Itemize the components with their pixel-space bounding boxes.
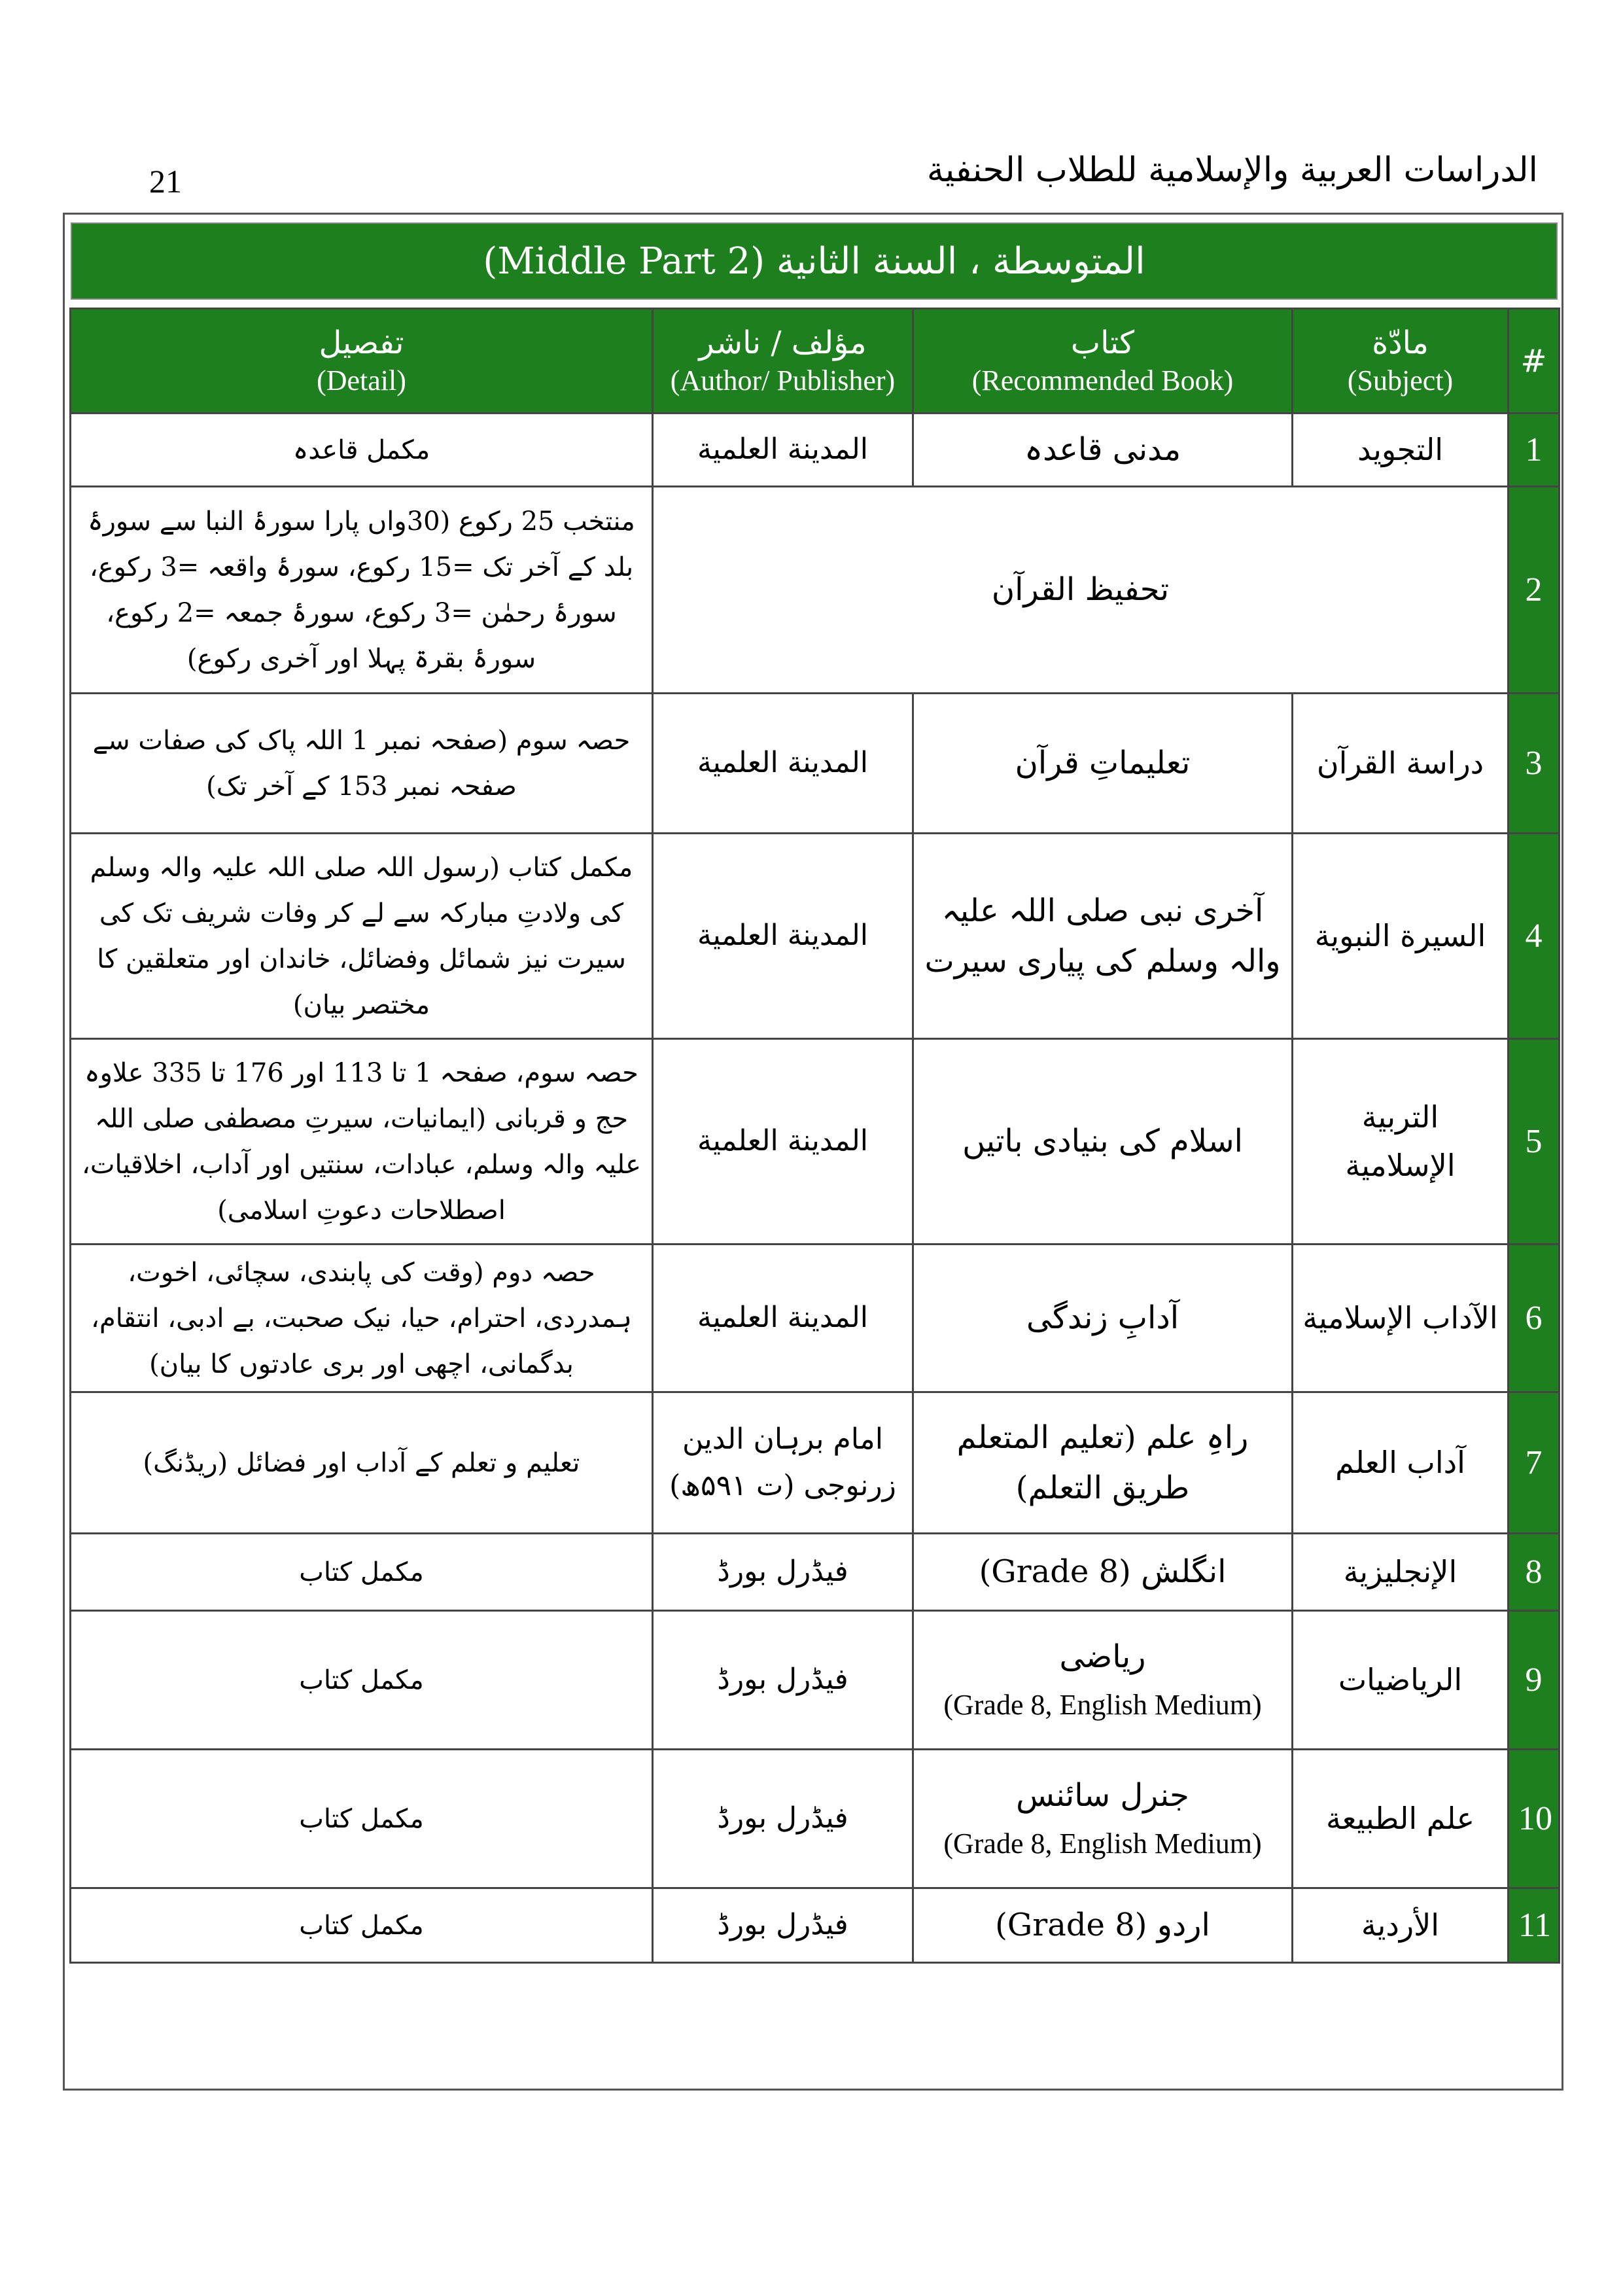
table-row bbox=[71, 1392, 1560, 1534]
book-cell: تعلیماتِ قرآن bbox=[913, 694, 1293, 834]
subject-cell: الآداب الإسلامية bbox=[1293, 1245, 1509, 1392]
book-cell: اسلام کی بنیادی باتیں bbox=[913, 1039, 1293, 1245]
row-number: 11 bbox=[1509, 1888, 1560, 1963]
header-author: مؤلف / ناشر (Author/ Publisher) bbox=[653, 309, 913, 414]
author-cell: امام برہان الدین زرنوجی (ت ۵۹۱ھ) bbox=[653, 1392, 913, 1534]
row-number: 10 bbox=[1509, 1750, 1560, 1888]
subject-cell: دراسة القرآن bbox=[1293, 694, 1509, 834]
row-number: 7 bbox=[1509, 1392, 1560, 1534]
book-cell: اردو (Grade 8) bbox=[913, 1888, 1293, 1963]
row-number: 8 bbox=[1509, 1534, 1560, 1611]
detail-cell: مکمل کتاب bbox=[71, 1750, 653, 1888]
book-cell: انگلش (Grade 8) bbox=[913, 1534, 1293, 1611]
author-cell: فیڈرل بورڈ bbox=[653, 1750, 913, 1888]
book-cell: مدنی قاعدہ bbox=[913, 414, 1293, 487]
book-cell: جنرل سائنس (Grade 8, English Medium) bbox=[913, 1750, 1293, 1888]
subject-cell: الرياضيات bbox=[1293, 1611, 1509, 1750]
subject-cell: التجويد bbox=[1293, 414, 1509, 487]
detail-cell: مکمل کتاب bbox=[71, 1534, 653, 1611]
header-number: # bbox=[1509, 309, 1560, 414]
header-detail: تفصيل (Detail) bbox=[71, 309, 653, 414]
author-cell: فیڈرل بورڈ bbox=[653, 1611, 913, 1750]
row-number: 6 bbox=[1509, 1245, 1560, 1392]
row-number: 1 bbox=[1509, 414, 1560, 487]
detail-cell: مکمل کتاب (رسول اللہ صلی اللہ علیہ والہ وسلم کی ولادتِ مبارکہ سے لے کر وفات شریف تک کی سیرت نیز شمائل وفضائل، خاندان اور متعلقین کا مختصر بیان) bbox=[71, 834, 653, 1039]
table-title: المتوسطة ، السنة الثانية (Middle Part 2) bbox=[71, 222, 1558, 300]
book-cell: آدابِ زندگی bbox=[913, 1245, 1293, 1392]
author-cell: المدينة العلمية bbox=[653, 694, 913, 834]
header-row bbox=[71, 309, 1560, 414]
detail-cell: تعلیم و تعلم کے آداب اور فضائل (ریڈنگ) bbox=[71, 1392, 653, 1534]
row-number: 2 bbox=[1509, 487, 1560, 694]
book-cell: تحفيظ القرآن bbox=[653, 487, 1509, 694]
table-row bbox=[71, 1750, 1560, 1888]
detail-cell: منتخب 25 رکوع (30واں پارا سورۂ النبا سے سورۂ بلد کے آخر تک =15 رکوع، سورۂ واقعہ =3 رکوع، سورۂ رحمٰن =3 رکوع، سورۂ جمعہ =2 رکوع، سورۂ بقرۃ پہلا اور آخری رکوع) bbox=[71, 487, 653, 694]
table-row bbox=[71, 1611, 1560, 1750]
table-row bbox=[71, 834, 1560, 1039]
book-cell: آخری نبی صلی اللہ علیہ والہ وسلم کی پیاری سیرت bbox=[913, 834, 1293, 1039]
book-cell: راہِ علم (تعليم المتعلم طريق التعلم) bbox=[913, 1392, 1293, 1534]
table-row bbox=[71, 694, 1560, 834]
table-row bbox=[71, 1039, 1560, 1245]
page-number: 21 bbox=[149, 163, 182, 200]
subject-cell: الإنجليزية bbox=[1293, 1534, 1509, 1611]
detail-cell: مکمل کتاب bbox=[71, 1888, 653, 1963]
header-book: كتاب (Recommended Book) bbox=[913, 309, 1293, 414]
table-row bbox=[71, 487, 1560, 694]
detail-cell: مکمل کتاب bbox=[71, 1611, 653, 1750]
author-cell: المدينة العلمية bbox=[653, 1245, 913, 1392]
subject-cell: الأردية bbox=[1293, 1888, 1509, 1963]
book-cell: ریاضی (Grade 8, English Medium) bbox=[913, 1611, 1293, 1750]
row-number: 5 bbox=[1509, 1039, 1560, 1245]
detail-cell: مکمل قاعدہ bbox=[71, 414, 653, 487]
subject-cell: آداب العلم bbox=[1293, 1392, 1509, 1534]
subject-cell: علم الطبيعة bbox=[1293, 1750, 1509, 1888]
subject-cell: السيرة النبوية bbox=[1293, 834, 1509, 1039]
row-number: 9 bbox=[1509, 1611, 1560, 1750]
author-cell: فیڈرل بورڈ bbox=[653, 1888, 913, 1963]
running-head: الدراسات العربية والإسلامية للطلاب الحنفية bbox=[926, 150, 1538, 190]
author-cell: فیڈرل بورڈ bbox=[653, 1534, 913, 1611]
table-row bbox=[71, 1534, 1560, 1611]
author-cell: المدينة العلمية bbox=[653, 414, 913, 487]
author-cell: المدينة العلمية bbox=[653, 1039, 913, 1245]
detail-cell: حصہ دوم (وقت کی پابندی، سچائی، اخوت، ہمدردی، احترام، حیا، نیک صحبت، بے ادبی، انتقام، بدگمانی، اچھی اور بری عادتوں کا بیان) bbox=[71, 1245, 653, 1392]
header-subject: مادّة (Subject) bbox=[1293, 309, 1509, 414]
table-row bbox=[71, 1245, 1560, 1392]
subject-cell: التربية الإسلامية bbox=[1293, 1039, 1509, 1245]
table-row bbox=[71, 414, 1560, 487]
author-cell: المدينة العلمية bbox=[653, 834, 913, 1039]
curriculum-table bbox=[69, 308, 1560, 1964]
row-number: 4 bbox=[1509, 834, 1560, 1039]
detail-cell: حصہ سوم، صفحہ 1 تا 113 اور 176 تا 335 علاوہ حج و قربانی (ایمانیات، سیرتِ مصطفی صلی اللہ علیہ والہ وسلم، عبادات، سنتیں اور آداب، اخلاقیات، اصطلاحات دعوتِ اسلامی) bbox=[71, 1039, 653, 1245]
table-row bbox=[71, 1888, 1560, 1963]
row-number: 3 bbox=[1509, 694, 1560, 834]
detail-cell: حصہ سوم (صفحہ نمبر 1 اللہ پاک کی صفات سے صفحہ نمبر 153 کے آخر تک) bbox=[71, 694, 653, 834]
